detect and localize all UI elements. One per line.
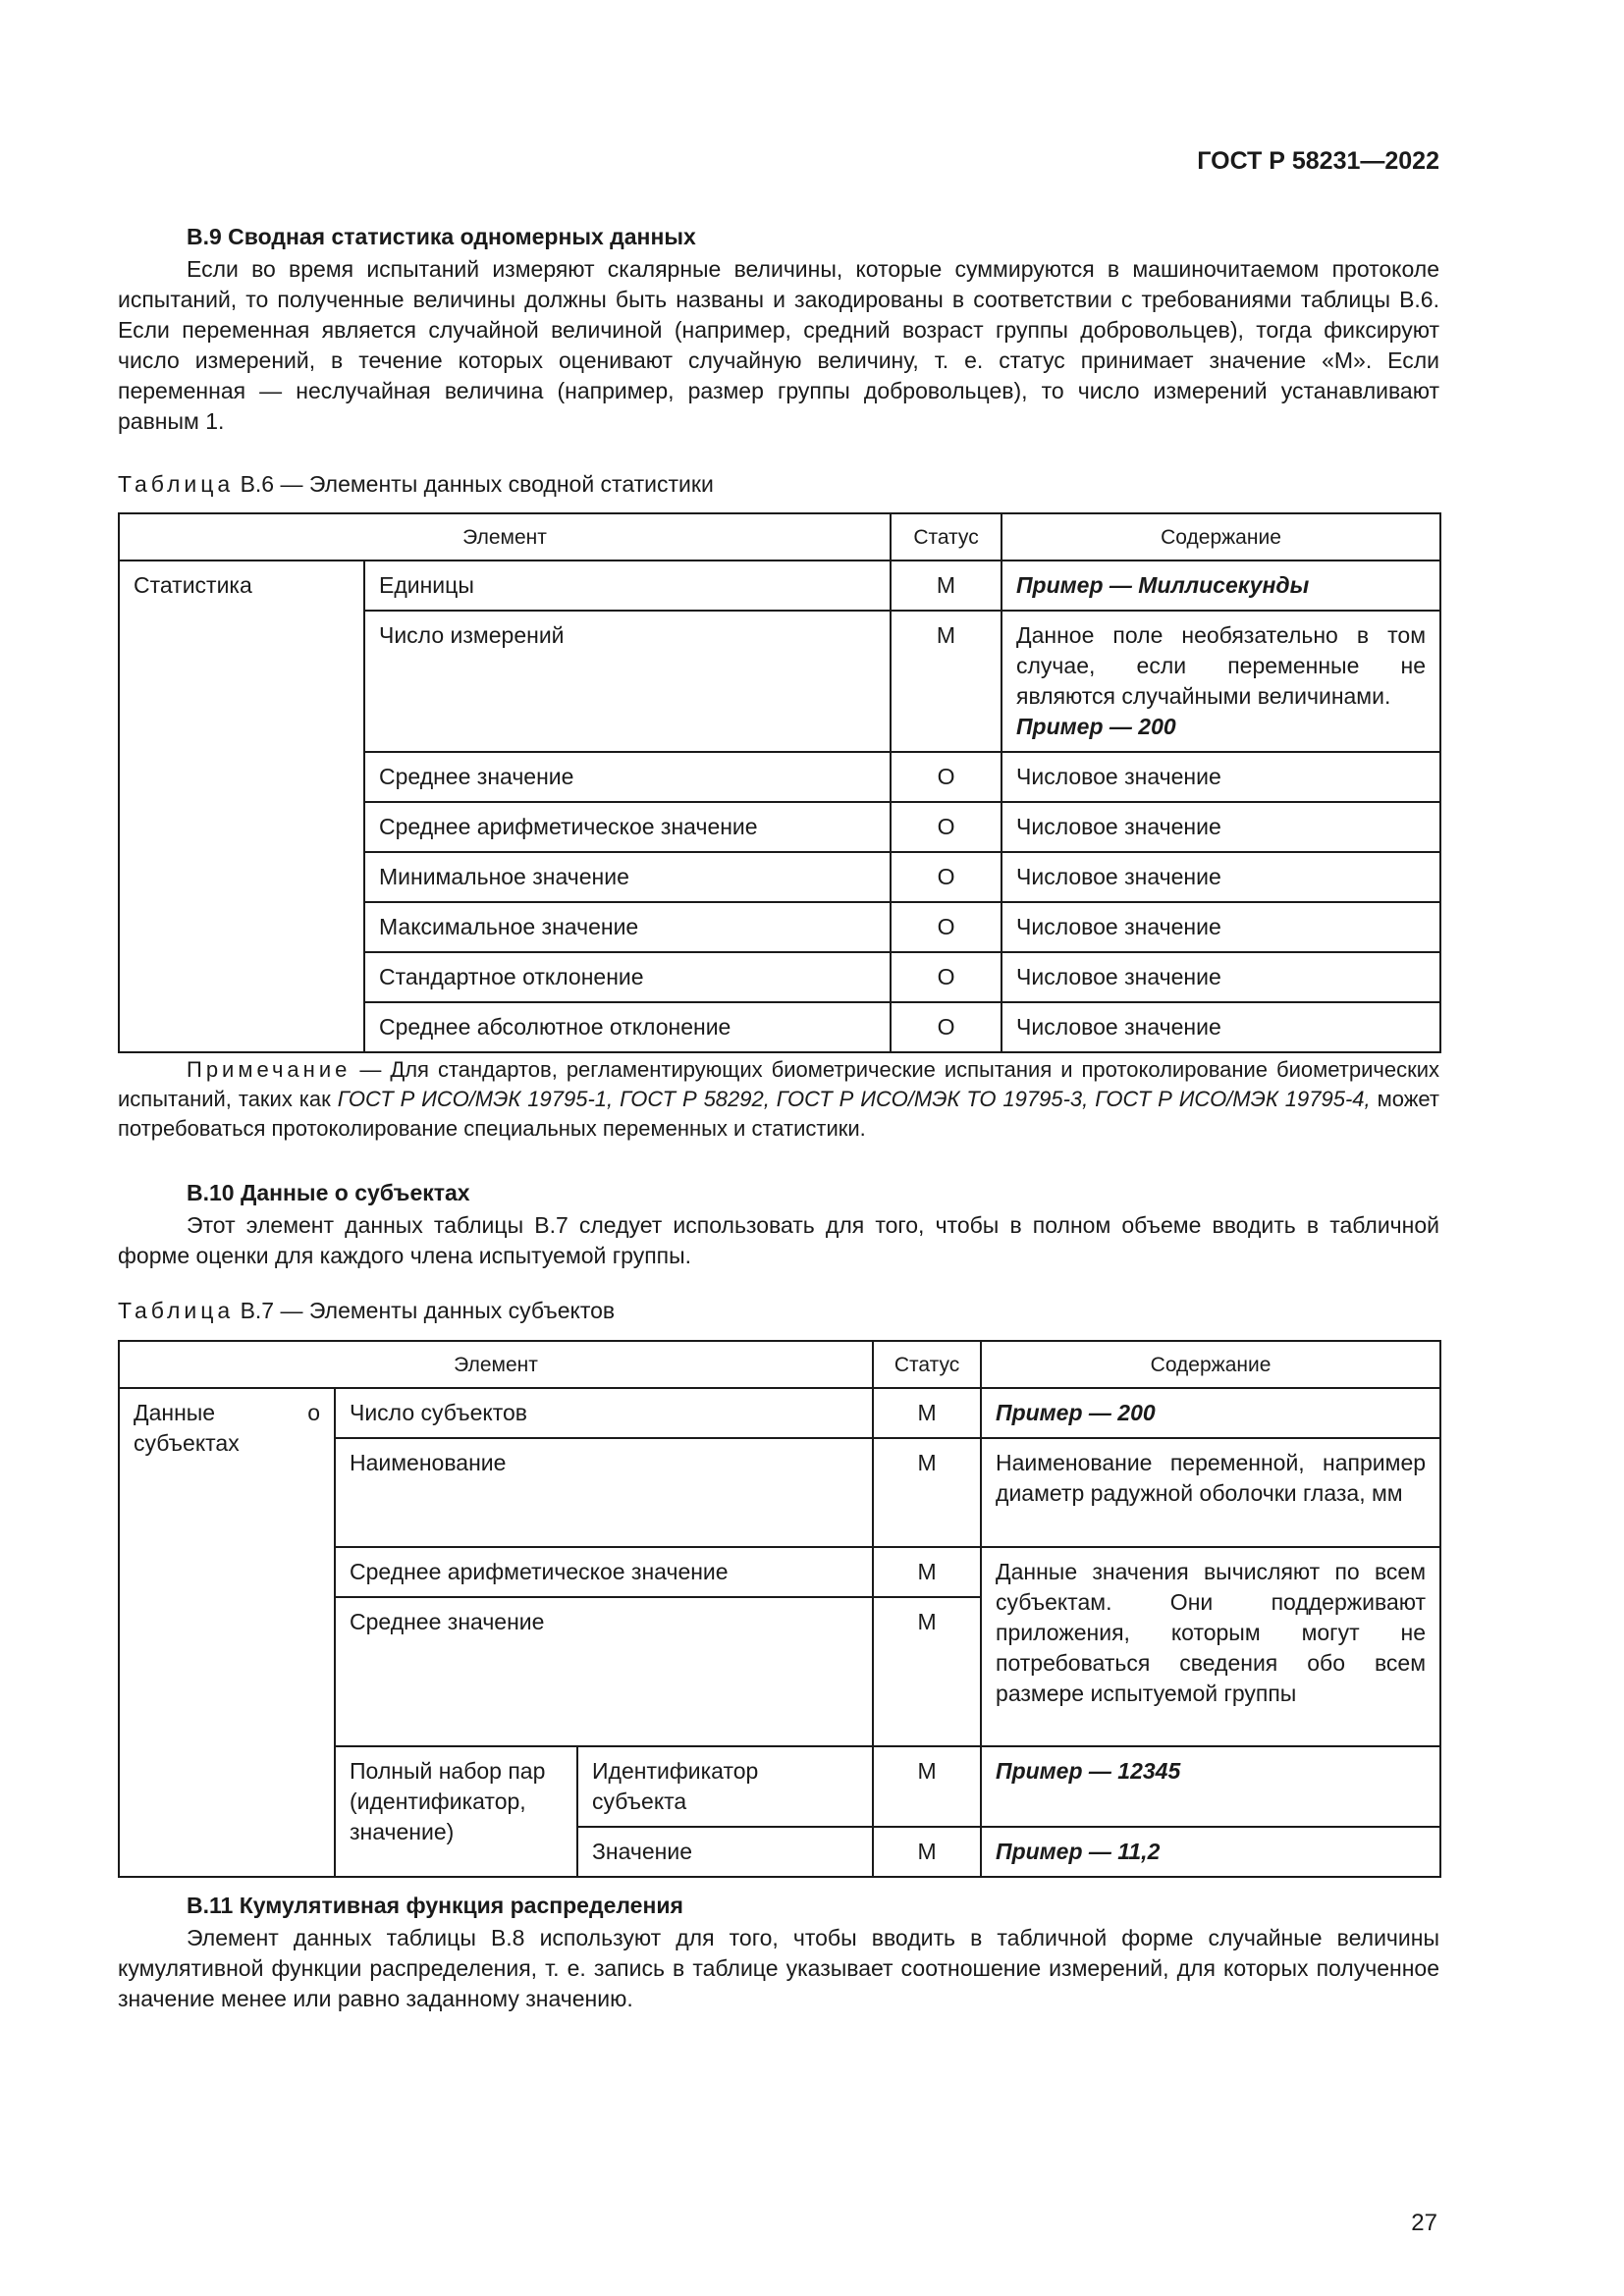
section-b9-paragraph: Если во время испытаний измеряют скалярные величины, которые суммируются в машиночитаемом протоколе испытаний, то полученные величины должны быть названы и закодированы в соответствии с требованиями таблицы В.6. Если переменная является случайной величиной (например, средний возраст группы добровольцев), тогда фиксируют число измерений, в течение которых оценивают случайную величину, т. е. статус принимает значение «М». Если переменная — неслучайная величина (например, размер группы добровольцев), то число измерений устанавливают равным 1. [118, 256, 1439, 434]
cell-status: М [873, 1547, 981, 1597]
table-b6-header-status: Статус [891, 513, 1001, 561]
table-b6-note [118, 1055, 1439, 1144]
section-b11 [118, 1893, 1439, 2014]
cell-content: Числовое значение [1001, 802, 1440, 852]
cell-content-example: Пример — 200 [981, 1388, 1440, 1438]
cell-element: Максимальное значение [364, 902, 891, 952]
cell-content: Числовое значение [1001, 852, 1440, 902]
cell-status: М [873, 1388, 981, 1438]
cell-status: О [891, 802, 1001, 852]
cell-status: О [891, 1002, 1001, 1052]
cell-content-example: Пример — 11,2 [981, 1827, 1440, 1877]
cell-content: Наименование переменной, например диаметр радужной оболочки глаза, мм [981, 1438, 1440, 1547]
cell-status: О [891, 852, 1001, 902]
document-id: ГОСТ Р 58231—2022 [1197, 147, 1439, 175]
cell-status: М [891, 611, 1001, 752]
table-row [119, 1388, 1440, 1438]
cell-element: Среднее арифметическое значение [364, 802, 891, 852]
cell-element: Число измерений [364, 611, 891, 752]
section-b10-paragraph: Этот элемент данных таблицы В.7 следует использовать для того, чтобы в полном объеме вводить в табличной форме оценки для каждого члена испытуемой группы. [118, 1212, 1439, 1268]
cell-status: О [891, 902, 1001, 952]
table-b7-header-status: Статус [873, 1341, 981, 1388]
table-b7-caption [118, 1298, 1439, 1324]
cell-status: М [873, 1597, 981, 1746]
table-b7-header-element: Элемент [119, 1341, 873, 1388]
note-references: ГОСТ Р ИСО/МЭК 19795-1, ГОСТ Р 58292, ГОСТ Р ИСО/МЭК ТО 19795-3, ГОСТ Р ИСО/МЭК 19795-4, [337, 1087, 1371, 1111]
table-b7-caption-label: Таблица [118, 1298, 235, 1323]
table-b6-header-element: Элемент [119, 513, 891, 561]
cell-content-text: Данное поле необязательно в том случае, если переменные не являются случайными величинами. [1016, 622, 1427, 709]
cell-status: М [873, 1438, 981, 1547]
cell-content: Числовое значение [1001, 1002, 1440, 1052]
table-b7-caption-text: В.7 — Элементы данных субъектов [240, 1298, 616, 1323]
table-b6-caption [118, 471, 1439, 498]
cell-status: М [891, 561, 1001, 611]
cell-element: Минимальное значение [364, 852, 891, 902]
note-text-end: может потребоваться протоколирование специальных переменных и статистики. [118, 1087, 1439, 1141]
page-number: 27 [1411, 2210, 1437, 2236]
table-b7 [118, 1340, 1439, 1878]
section-b11-paragraph: Элемент данных таблицы В.8 используют для того, чтобы вводить в табличной форме случайные величины кумулятивной функции распределения, т. е. запись в таблице указывает соотношение измерений, для которых полученное значение менее или равно заданному значению. [118, 1925, 1439, 2011]
table-b6-caption-label: Таблица [118, 471, 235, 497]
section-b9 [118, 224, 1439, 437]
cell-element: Среднее значение [364, 752, 891, 802]
cell-content-example: Пример — 200 [1016, 714, 1176, 739]
cell-content: Числовое значение [1001, 952, 1440, 1002]
section-b11-title: В.11 Кумулятивная функция распределения [187, 1893, 683, 1918]
cell-content-example: Пример — 12345 [981, 1746, 1440, 1827]
note-dash: — [351, 1057, 391, 1082]
table-b6-caption-text: В.6 — Элементы данных сводной статистики [240, 471, 714, 497]
cell-element: Среднее абсолютное отклонение [364, 1002, 891, 1052]
cell-status: О [891, 952, 1001, 1002]
cell-content: Числовое значение [1001, 752, 1440, 802]
cell-content [1001, 611, 1440, 752]
section-b10-title: В.10 Данные о субъектах [187, 1180, 470, 1205]
cell-element: Стандартное отклонение [364, 952, 891, 1002]
cell-element: Среднее арифметическое значение [335, 1547, 873, 1597]
cell-element: Значение [577, 1827, 873, 1877]
note-label: Примечание [187, 1057, 352, 1082]
table-b7-header-content: Содержание [981, 1341, 1440, 1388]
table-b6 [118, 512, 1439, 1053]
section-b9-title: В.9 Сводная статистика одномерных данных [187, 224, 696, 249]
cell-element: Идентификатор субъекта [577, 1746, 873, 1827]
table-b6-group-label: Статистика [119, 561, 364, 1052]
cell-pairs-label: Полный набор пар (идентификатор, значение) [335, 1746, 577, 1877]
cell-content-example: Пример — Миллисекунды [1001, 561, 1440, 611]
table-b7-group-label: Данные о субъектах [119, 1388, 335, 1877]
cell-status: О [891, 752, 1001, 802]
cell-element: Наименование [335, 1438, 873, 1547]
cell-element: Число субъектов [335, 1388, 873, 1438]
section-b10 [118, 1180, 1439, 1271]
table-row [119, 561, 1440, 611]
cell-element: Среднее значение [335, 1597, 873, 1746]
cell-content-shared: Данные значения вычисляют по всем субъектам. Они поддерживают приложения, которым могут не потребоваться сведения обо всем размере испытуемой группы [981, 1547, 1440, 1746]
cell-element: Единицы [364, 561, 891, 611]
note-text-start: Для стандартов, регламентирующих биометрические испытания и протоколирование биометрических испытаний, таких как [118, 1057, 1439, 1111]
table-b6-header-content: Содержание [1001, 513, 1440, 561]
cell-status: М [873, 1746, 981, 1827]
cell-status: М [873, 1827, 981, 1877]
cell-content: Числовое значение [1001, 902, 1440, 952]
